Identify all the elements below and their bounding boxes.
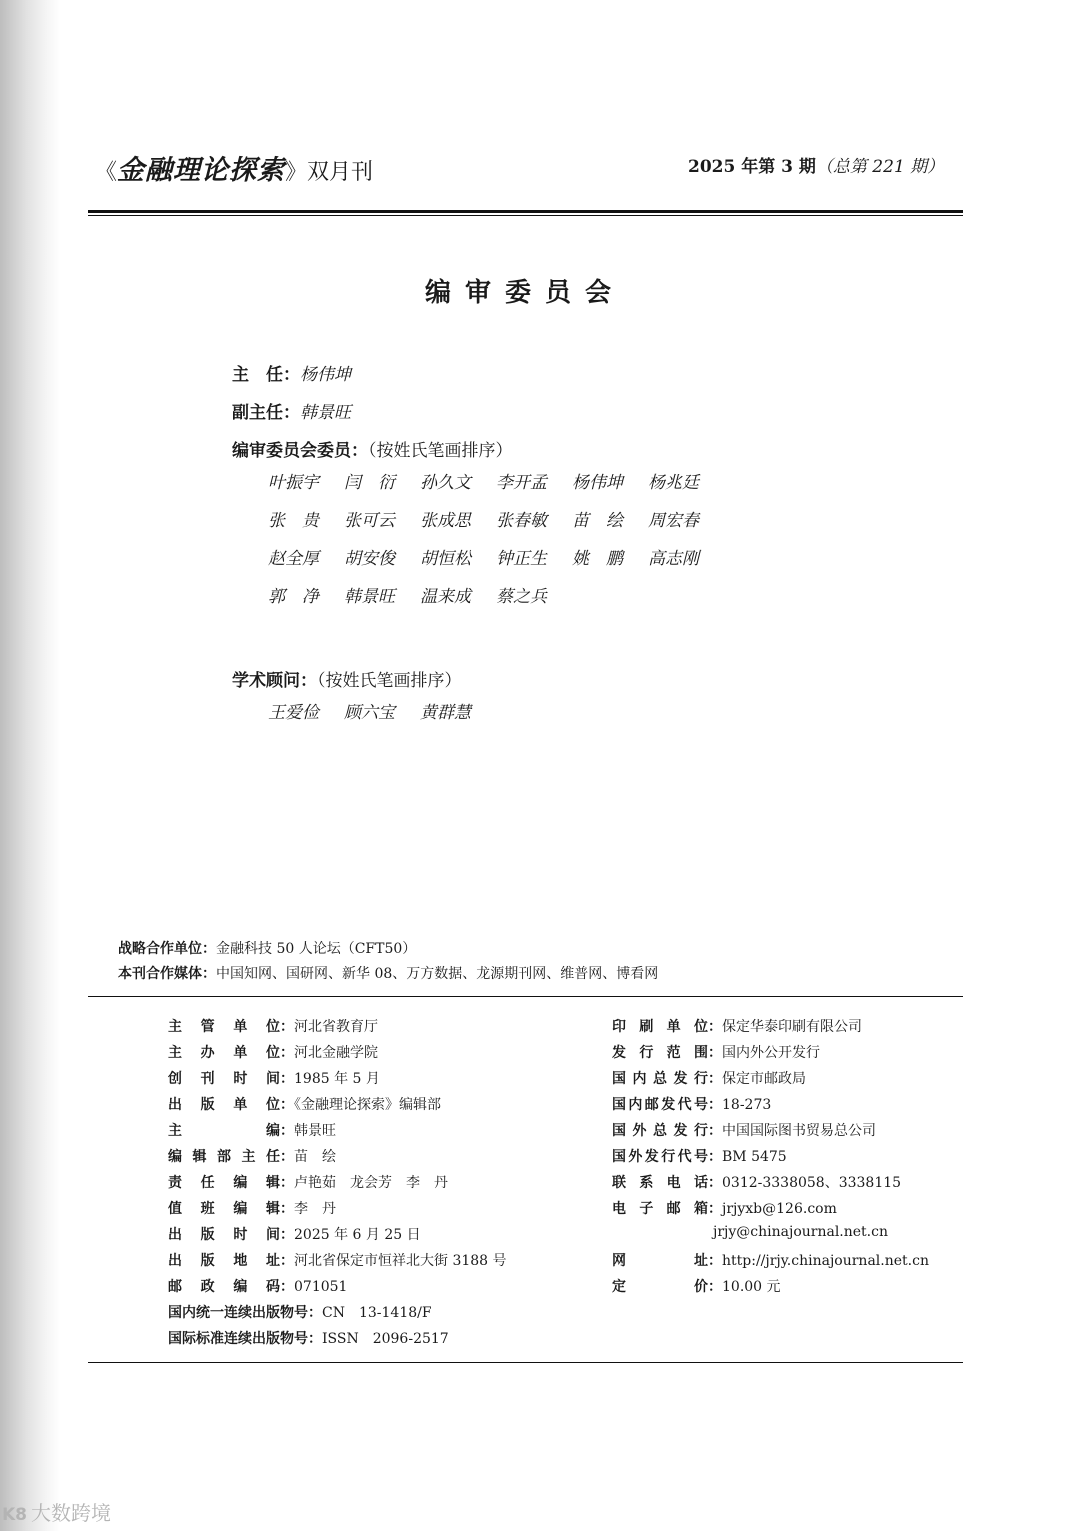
deputy-label: 副主任： [232,403,300,423]
watermark-text: 大数跨境 [31,1501,112,1525]
info-row [168,1068,507,1094]
members-label: 编审委员会委员： [232,441,368,461]
info-value: 18-273 [722,1097,772,1113]
info-top-rule [88,996,963,997]
info-value: 0312-3338058、3338115 [722,1175,902,1191]
info-key: 主管单位 [168,1019,280,1035]
member-name: 叶振宇 [268,473,319,493]
info-value: jrjy@chinajournal.net.cn [713,1224,888,1240]
member-name: 周宏春 [648,511,699,531]
info-value: 《金融理论探索》编辑部 [294,1097,441,1113]
member-name: 孙久文 [420,473,471,493]
source-watermark [2,1497,111,1526]
info-separator: ： [708,1201,722,1217]
advisors-note: （按姓氏笔画排序） [317,671,462,691]
info-value: 河北省教育厅 [294,1019,378,1035]
info-key: 邮政编码 [168,1279,280,1295]
info-key: 定价 [612,1279,708,1295]
info-separator: ： [280,1175,294,1191]
info-separator: ： [280,1149,294,1165]
journal-title: 金融理论探索 [117,155,286,186]
publication-info-left [168,1016,507,1354]
info-value: 071051 [294,1279,348,1295]
director-name: 杨伟坤 [300,365,351,385]
member-name: 张 贵 [268,511,319,531]
info-row [168,1094,507,1120]
info-value: 10.00 元 [722,1279,781,1295]
info-separator: ： [280,1123,294,1139]
director-label: 主 任： [232,365,300,385]
info-row [168,1328,507,1354]
info-key: 出版时间 [168,1227,280,1243]
info-separator: ： [280,1279,294,1295]
advisors-heading [232,666,462,691]
deputy-name: 韩景旺 [300,403,351,423]
info-row [612,1276,929,1302]
members-list [268,474,724,607]
member-name: 温来成 [420,587,471,607]
info-key: 主办单位 [168,1045,280,1061]
total-issue: （总第 221 期） [815,157,945,177]
info-value: 河北省保定市恒祥北大街 3188 号 [294,1253,507,1269]
info-value: 李 丹 [294,1201,336,1217]
info-value: 2025 年 6 月 25 日 [294,1227,421,1243]
media-label: 本刊合作媒体： [118,966,216,982]
info-value: 保定市邮政局 [722,1071,806,1087]
info-value: ISSN 2096-2517 [322,1331,449,1347]
strategic-partner: 金融科技 50 人论坛（CFT50） [216,941,417,957]
header-rule-thick [88,210,963,213]
info-key: 国际标准连续出版物号 [168,1331,308,1347]
info-value: 1985 年 5 月 [294,1071,380,1087]
publication-info-right [612,1016,929,1302]
info-key: 国外总发行 [612,1123,708,1139]
journal-frequency: 双月刊 [307,160,374,185]
strategic-partner-line [118,938,416,958]
info-row [168,1276,507,1302]
media-partner-line [118,963,658,983]
info-key: 创刊时间 [168,1071,280,1087]
info-value: BM 5475 [722,1149,787,1165]
info-value: 国内外公开发行 [722,1045,820,1061]
info-key: 责任编辑 [168,1175,280,1191]
info-separator: ： [708,1149,722,1165]
info-key: 网址 [612,1253,708,1269]
info-row [168,1198,507,1224]
member-name: 张可云 [344,511,395,531]
info-row [612,1250,929,1276]
info-separator: ： [280,1045,294,1061]
info-separator: ： [708,1019,722,1035]
info-bottom-rule [88,1362,963,1363]
advisor-name: 黄群慧 [420,703,471,723]
info-key: 国内统一连续出版物号 [168,1305,308,1321]
members-note: （按姓氏笔画排序） [368,441,513,461]
header-rule-thin [88,215,963,216]
info-row [612,1224,929,1250]
page-edge-shadow [0,0,60,1531]
issue-info [688,152,944,177]
info-key: 编辑部主任 [168,1149,280,1165]
info-value: http://jrjy.chinajournal.net.cn [722,1253,929,1269]
info-key: 值班编辑 [168,1201,280,1217]
info-value: 卢艳茹 龙会芳 李 丹 [294,1175,448,1191]
info-separator: ： [708,1253,722,1269]
info-value: CN 13-1418/F [322,1305,432,1321]
info-separator: ： [280,1019,294,1035]
info-key: 主编 [168,1123,280,1139]
member-name: 胡安俊 [344,549,395,569]
members-heading [232,436,513,461]
info-separator: ： [708,1071,722,1087]
info-row [612,1172,929,1198]
info-value: 中国国际图书贸易总公司 [722,1123,876,1139]
info-separator: ： [708,1097,722,1113]
info-row [168,1172,507,1198]
info-key: 出版单位 [168,1097,280,1113]
title-bracket-open: 《 [95,160,118,185]
info-row [612,1094,929,1120]
member-name: 张成思 [420,511,471,531]
member-name: 高志刚 [648,549,699,569]
member-name: 杨伟坤 [572,473,623,493]
info-row [612,1016,929,1042]
info-key: 联系电话 [612,1175,708,1191]
info-separator: ： [308,1305,322,1321]
advisor-name: 王爱俭 [268,703,319,723]
info-row [612,1120,929,1146]
info-key: 发行范围 [612,1045,708,1061]
info-key: 电子邮箱 [612,1201,708,1217]
info-value: jrjyxb@126.com [722,1201,837,1217]
media-partners: 中国知网、国研网、新华 08、万方数据、龙源期刊网、维普网、博看网 [216,966,659,982]
info-row [612,1042,929,1068]
info-row [168,1302,507,1328]
issue-number: 2025 年第 3 期 [688,157,816,177]
info-separator: ： [280,1201,294,1217]
member-name: 苗 绘 [572,511,623,531]
info-row [612,1198,929,1224]
info-key: 国内总发行 [612,1071,708,1087]
info-separator: ： [280,1097,294,1113]
info-row [612,1068,929,1094]
member-name: 杨兆廷 [648,473,699,493]
advisors-list [268,704,496,723]
info-separator: ： [308,1331,322,1347]
info-separator: ： [708,1279,722,1295]
deputy-line [232,398,351,423]
member-name: 胡恒松 [420,549,471,569]
info-separator: ： [708,1123,722,1139]
info-key: 国外发行代号 [612,1149,708,1165]
info-value: 河北金融学院 [294,1045,378,1061]
info-key: 印刷单位 [612,1019,708,1035]
strategic-label: 战略合作单位： [118,941,216,957]
director-line [232,360,351,385]
member-name: 韩景旺 [344,587,395,607]
info-separator: ： [708,1045,722,1061]
info-value: 苗 绘 [294,1149,336,1165]
info-row [168,1224,507,1250]
info-separator: ： [280,1227,294,1243]
board-title: 编审委员会 [424,278,625,308]
member-name: 钟正生 [496,549,547,569]
member-name: 郭 净 [268,587,319,607]
member-name: 姚 鹏 [572,549,623,569]
member-name: 赵全厚 [268,549,319,569]
info-key: 国内邮发代号 [612,1097,708,1113]
info-row [168,1250,507,1276]
title-bracket-close: 》 [285,160,308,185]
info-row [612,1146,929,1172]
advisor-name: 顾六宝 [344,703,395,723]
info-value: 保定华泰印刷有限公司 [722,1019,862,1035]
info-row [168,1120,507,1146]
info-row [168,1042,507,1068]
info-separator: ： [280,1253,294,1269]
member-name: 张春敏 [496,511,547,531]
info-separator: ： [280,1071,294,1087]
member-name: 蔡之兵 [496,587,547,607]
advisors-label: 学术顾问： [232,671,317,691]
watermark-logo-icon: K8 [2,1505,28,1525]
member-name: 李开孟 [496,473,547,493]
info-value: 韩景旺 [294,1123,336,1139]
info-key: 出版地址 [168,1253,280,1269]
journal-header [95,148,373,187]
info-row [168,1016,507,1042]
member-name: 闫 衍 [344,473,395,493]
info-row [168,1146,507,1172]
info-separator: ： [708,1175,722,1191]
